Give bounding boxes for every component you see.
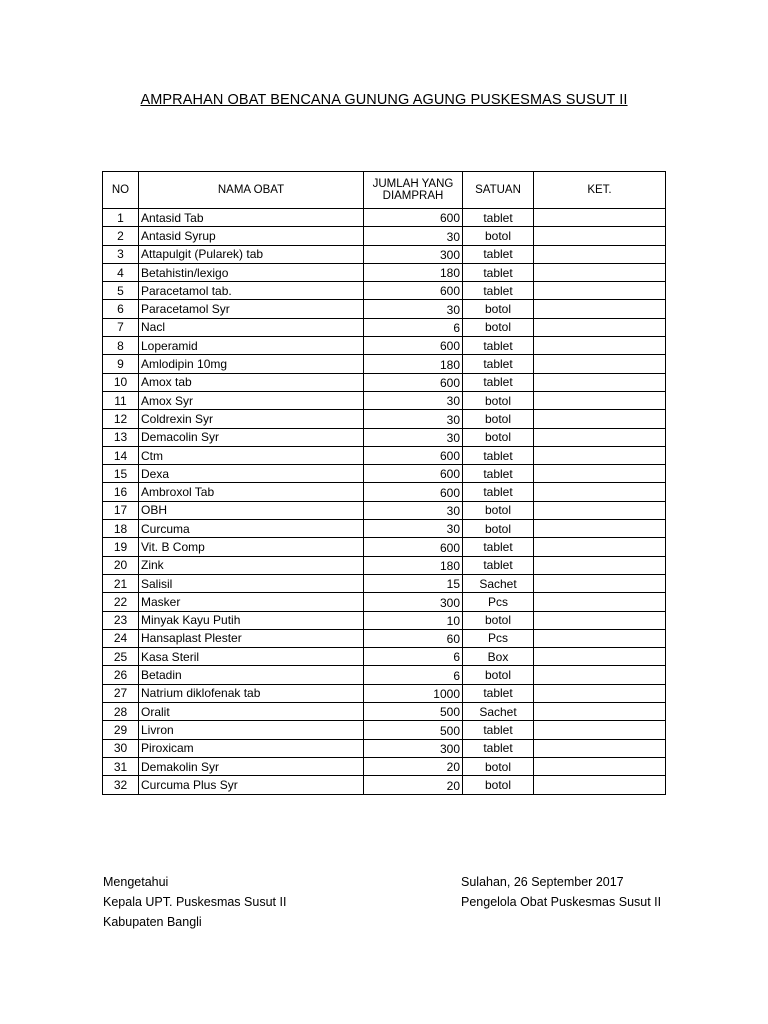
table-row [103,446,666,464]
table-row [103,318,666,336]
cell-qty: 600 [364,373,463,391]
cell-name: Salisil [139,574,364,592]
cell-no: 22 [103,593,139,611]
cell-no: 25 [103,648,139,666]
header-qty [364,172,463,209]
cell-note [534,355,666,373]
header-no: NO [103,172,139,209]
cell-no: 11 [103,391,139,409]
footer-left-line3: Kabupaten Bangli [103,915,202,929]
cell-note [534,666,666,684]
table-row [103,483,666,501]
cell-qty: 600 [364,282,463,300]
cell-qty: 600 [364,538,463,556]
cell-qty: 30 [364,227,463,245]
cell-no: 30 [103,739,139,757]
cell-name: OBH [139,501,364,519]
footer-acknowledgement [103,872,286,932]
footer-left-line2: Kepala UPT. Puskesmas Susut II [103,895,287,909]
cell-note [534,446,666,464]
header-qty-line1: JUMLAH YANG [372,178,454,190]
cell-qty: 20 [364,776,463,794]
header-qty-line2: DIAMPRAH [382,190,444,202]
cell-qty: 600 [364,483,463,501]
cell-unit: botol [463,611,534,629]
cell-no: 5 [103,282,139,300]
table-row [103,410,666,428]
cell-unit: tablet [463,721,534,739]
cell-no: 28 [103,703,139,721]
cell-qty: 30 [364,410,463,428]
cell-name: Loperamid [139,337,364,355]
cell-qty: 600 [364,209,463,227]
cell-note [534,721,666,739]
table-row [103,776,666,794]
cell-qty: 10 [364,611,463,629]
cell-qty: 30 [364,391,463,409]
cell-no: 10 [103,373,139,391]
cell-unit: botol [463,776,534,794]
cell-name: Dexa [139,465,364,483]
table-row [103,337,666,355]
cell-note [534,629,666,647]
cell-note [534,703,666,721]
cell-note [534,410,666,428]
cell-name: Demakolin Syr [139,757,364,775]
cell-qty: 1000 [364,684,463,702]
table-row [103,355,666,373]
cell-note [534,337,666,355]
cell-note [534,209,666,227]
cell-note [534,263,666,281]
cell-qty: 600 [364,465,463,483]
cell-unit: Box [463,648,534,666]
cell-no: 32 [103,776,139,794]
cell-name: Hansaplast Plester [139,629,364,647]
cell-note [534,300,666,318]
cell-qty: 500 [364,703,463,721]
cell-unit: botol [463,391,534,409]
table-body [103,209,666,795]
cell-no: 23 [103,611,139,629]
cell-no: 9 [103,355,139,373]
cell-qty: 500 [364,721,463,739]
cell-unit: tablet [463,282,534,300]
cell-unit: botol [463,501,534,519]
cell-note [534,227,666,245]
table-row [103,611,666,629]
cell-note [534,391,666,409]
table-row [103,666,666,684]
header-note: KET. [534,172,666,209]
cell-qty: 300 [364,245,463,263]
cell-no: 8 [103,337,139,355]
cell-no: 26 [103,666,139,684]
cell-no: 1 [103,209,139,227]
table-row [103,520,666,538]
cell-qty: 600 [364,337,463,355]
cell-unit: tablet [463,373,534,391]
cell-note [534,538,666,556]
cell-unit: botol [463,227,534,245]
table-row [103,245,666,263]
cell-no: 16 [103,483,139,501]
cell-name: Demacolin Syr [139,428,364,446]
cell-no: 15 [103,465,139,483]
cell-unit: botol [463,300,534,318]
cell-qty: 30 [364,428,463,446]
cell-no: 24 [103,629,139,647]
cell-name: Minyak Kayu Putih [139,611,364,629]
cell-unit: tablet [463,446,534,464]
cell-qty: 15 [364,574,463,592]
footer-signature-block [461,872,661,912]
cell-note [534,593,666,611]
cell-name: Oralit [139,703,364,721]
cell-note [534,483,666,501]
cell-qty: 600 [364,446,463,464]
cell-unit: tablet [463,209,534,227]
cell-note [534,465,666,483]
cell-no: 21 [103,574,139,592]
cell-note [534,318,666,336]
cell-note [534,776,666,794]
document-title: AMPRAHAN OBAT BENCANA GUNUNG AGUNG PUSKESMAS SUSUT II [140,92,628,108]
cell-name: Ctm [139,446,364,464]
table-row [103,465,666,483]
cell-qty: 30 [364,501,463,519]
cell-note [534,373,666,391]
cell-name: Nacl [139,318,364,336]
cell-no: 2 [103,227,139,245]
table-row [103,282,666,300]
cell-note [534,501,666,519]
cell-note [534,611,666,629]
cell-note [534,648,666,666]
cell-name: Ambroxol Tab [139,483,364,501]
cell-unit: tablet [463,263,534,281]
cell-no: 12 [103,410,139,428]
header-unit: SATUAN [463,172,534,209]
table-header-row [103,172,666,209]
table-row [103,209,666,227]
cell-unit: tablet [463,465,534,483]
cell-qty: 30 [364,520,463,538]
footer-right-line2: Pengelola Obat Puskesmas Susut II [461,895,662,909]
table-row [103,556,666,574]
cell-qty: 300 [364,739,463,757]
cell-name: Paracetamol Syr [139,300,364,318]
cell-unit: Sachet [463,574,534,592]
cell-name: Curcuma [139,520,364,538]
cell-name: Zink [139,556,364,574]
cell-unit: tablet [463,684,534,702]
cell-no: 14 [103,446,139,464]
cell-unit: Pcs [463,593,534,611]
cell-no: 18 [103,520,139,538]
cell-qty: 180 [364,355,463,373]
table-row [103,593,666,611]
footer-right-line1: Sulahan, 26 September 2017 [461,875,624,889]
cell-qty: 60 [364,629,463,647]
cell-note [534,574,666,592]
cell-name: Vit. B Comp [139,538,364,556]
cell-note [534,245,666,263]
cell-no: 31 [103,757,139,775]
cell-unit: tablet [463,538,534,556]
cell-qty: 6 [364,318,463,336]
cell-note [534,757,666,775]
cell-name: Natrium diklofenak tab [139,684,364,702]
cell-unit: botol [463,428,534,446]
table-row [103,501,666,519]
cell-unit: botol [463,520,534,538]
cell-unit: botol [463,757,534,775]
cell-name: Paracetamol tab. [139,282,364,300]
cell-qty: 20 [364,757,463,775]
cell-no: 7 [103,318,139,336]
cell-note [534,556,666,574]
header-name: NAMA OBAT [139,172,364,209]
cell-name: Attapulgit (Pularek) tab [139,245,364,263]
table-row [103,574,666,592]
cell-unit: tablet [463,337,534,355]
cell-name: Livron [139,721,364,739]
cell-no: 13 [103,428,139,446]
cell-note [534,739,666,757]
cell-no: 17 [103,501,139,519]
cell-no: 6 [103,300,139,318]
cell-name: Kasa Steril [139,648,364,666]
cell-name: Masker [139,593,364,611]
cell-name: Coldrexin Syr [139,410,364,428]
cell-name: Betadin [139,666,364,684]
cell-unit: botol [463,410,534,428]
footer-left-line1: Mengetahui [103,875,169,889]
cell-note [534,684,666,702]
table-row [103,227,666,245]
cell-unit: tablet [463,556,534,574]
table-row [103,263,666,281]
cell-note [534,282,666,300]
cell-note [534,428,666,446]
table-row [103,538,666,556]
cell-unit: tablet [463,245,534,263]
cell-unit: tablet [463,483,534,501]
cell-qty: 180 [364,556,463,574]
cell-name: Piroxicam [139,739,364,757]
cell-no: 27 [103,684,139,702]
table-row [103,684,666,702]
table-row [103,721,666,739]
cell-name: Curcuma Plus Syr [139,776,364,794]
cell-name: Betahistin/lexigo [139,263,364,281]
cell-name: Amox Syr [139,391,364,409]
cell-qty: 6 [364,666,463,684]
cell-qty: 180 [364,263,463,281]
cell-name: Antasid Tab [139,209,364,227]
cell-name: Antasid Syrup [139,227,364,245]
medicine-request-table [102,171,666,795]
cell-qty: 6 [364,648,463,666]
cell-unit: Pcs [463,629,534,647]
table-row [103,428,666,446]
table-row [103,739,666,757]
cell-note [534,520,666,538]
table-row [103,300,666,318]
cell-unit: botol [463,318,534,336]
cell-no: 19 [103,538,139,556]
table-row [103,629,666,647]
cell-name: Amox tab [139,373,364,391]
cell-no: 3 [103,245,139,263]
cell-unit: tablet [463,355,534,373]
cell-no: 20 [103,556,139,574]
cell-unit: tablet [463,739,534,757]
cell-name: Amlodipin 10mg [139,355,364,373]
cell-no: 29 [103,721,139,739]
cell-qty: 30 [364,300,463,318]
table-row [103,703,666,721]
cell-qty: 300 [364,593,463,611]
table-row [103,757,666,775]
table-row [103,373,666,391]
table-row [103,648,666,666]
table-row [103,391,666,409]
cell-unit: Sachet [463,703,534,721]
cell-unit: botol [463,666,534,684]
cell-no: 4 [103,263,139,281]
